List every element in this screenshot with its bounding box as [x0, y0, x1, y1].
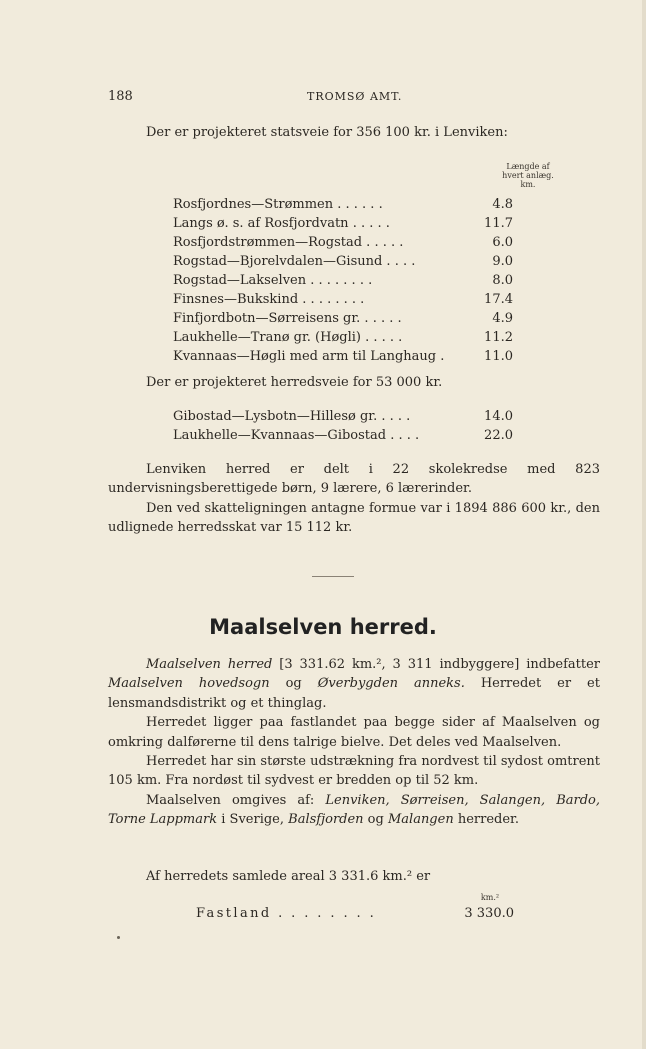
areal-intro: Af herredets samlede areal 3 331.6 km.² er: [146, 869, 431, 884]
section-divider: [312, 576, 354, 577]
table-row: Kvannaas—Høgli med arm til Langhaug . 11.0: [173, 349, 513, 364]
column-header: [480, 162, 576, 189]
table-row: Langs ø. s. af Rosfjordvatn . . . . . 11.7: [173, 216, 513, 231]
areal-unit: km.²: [480, 893, 500, 902]
paragraph: Lenviken herred er delt i 22 skolekredse med 823 undervisningsberettigede børn, 9 lærere, 6 lærerinder.: [108, 462, 600, 497]
page-edge: [642, 0, 646, 1049]
table-row: Rosfjordstrømmen—Rogstad . . . . . 6.0: [173, 235, 513, 250]
paragraph: Maalselven herred [3 331.62 km.², 3 311 indbyggere] indbefatter Maalselven hovedsogn og Øverbygden anneks. Herredet er et lensmandsdistrikt og et thinglag.: [108, 657, 601, 711]
paragraph: Maalselven omgives af: Lenviken, Sørreisen, Salangen, Bardo, Torne Lappmark i Sverige, Balsfjorden og Malangen herreder.: [108, 792, 600, 828]
herredsveie-intro: Der er projekteret herredsveie for 53 000 kr.: [146, 375, 443, 390]
statsveie-intro: Der er projekteret statsveie for 356 100 kr. i Lenviken:: [146, 125, 508, 140]
running-title: TROMSØ AMT.: [307, 90, 403, 103]
table-row: Laukhelle—Tranø gr. (Høgli) . . . . . 11.2: [173, 330, 513, 345]
table-row: Finsnes—Bukskind . . . . . . . . 17.4: [173, 292, 513, 307]
section-heading: Maalselven herred.: [209, 615, 437, 639]
table-row: Rosfjordnes—Strømmen . . . . . . 4.8: [173, 197, 513, 212]
page-number: 188: [108, 89, 133, 104]
table-row: Finfjordbotn—Sørreisens gr. . . . . . 4.9: [173, 311, 513, 326]
lenviken-text: [108, 460, 600, 538]
column-header-line: km.: [520, 180, 536, 189]
paragraph: Herredet har sin største udstrækning fra nordvest til sydost omtrent 105 km. Fra nordøst til sydvest er bredden op til 52 km.: [108, 754, 600, 789]
maalselven-text: [108, 655, 600, 830]
paragraph: Den ved skatteligningen antagne formue var i 1894 886 600 kr., den udlignede herredsskat var 15 112 kr.: [108, 500, 600, 536]
areal-row: Fastland . . . . . . . . 3 330.0: [196, 906, 514, 921]
ink-spot: [117, 936, 120, 939]
table-row: Rogstad—Bjorelvdalen—Gisund . . . . 9.0: [173, 254, 513, 269]
table-row: Laukhelle—Kvannaas—Gibostad . . . . 22.0: [173, 428, 513, 443]
paragraph: Herredet ligger paa fastlandet paa begge sider af Maalselven og omkring dalførerne til dens talrige bielve. Det deles ved Maalselven.: [108, 715, 600, 750]
column-header-line: Længde af: [506, 162, 550, 171]
table-row: Gibostad—Lysbotn—Hillesø gr. . . . . 14.0: [173, 409, 513, 424]
column-header-line: hvert anlæg.: [502, 171, 554, 180]
table-row: Rogstad—Lakselven . . . . . . . . 8.0: [173, 273, 513, 288]
